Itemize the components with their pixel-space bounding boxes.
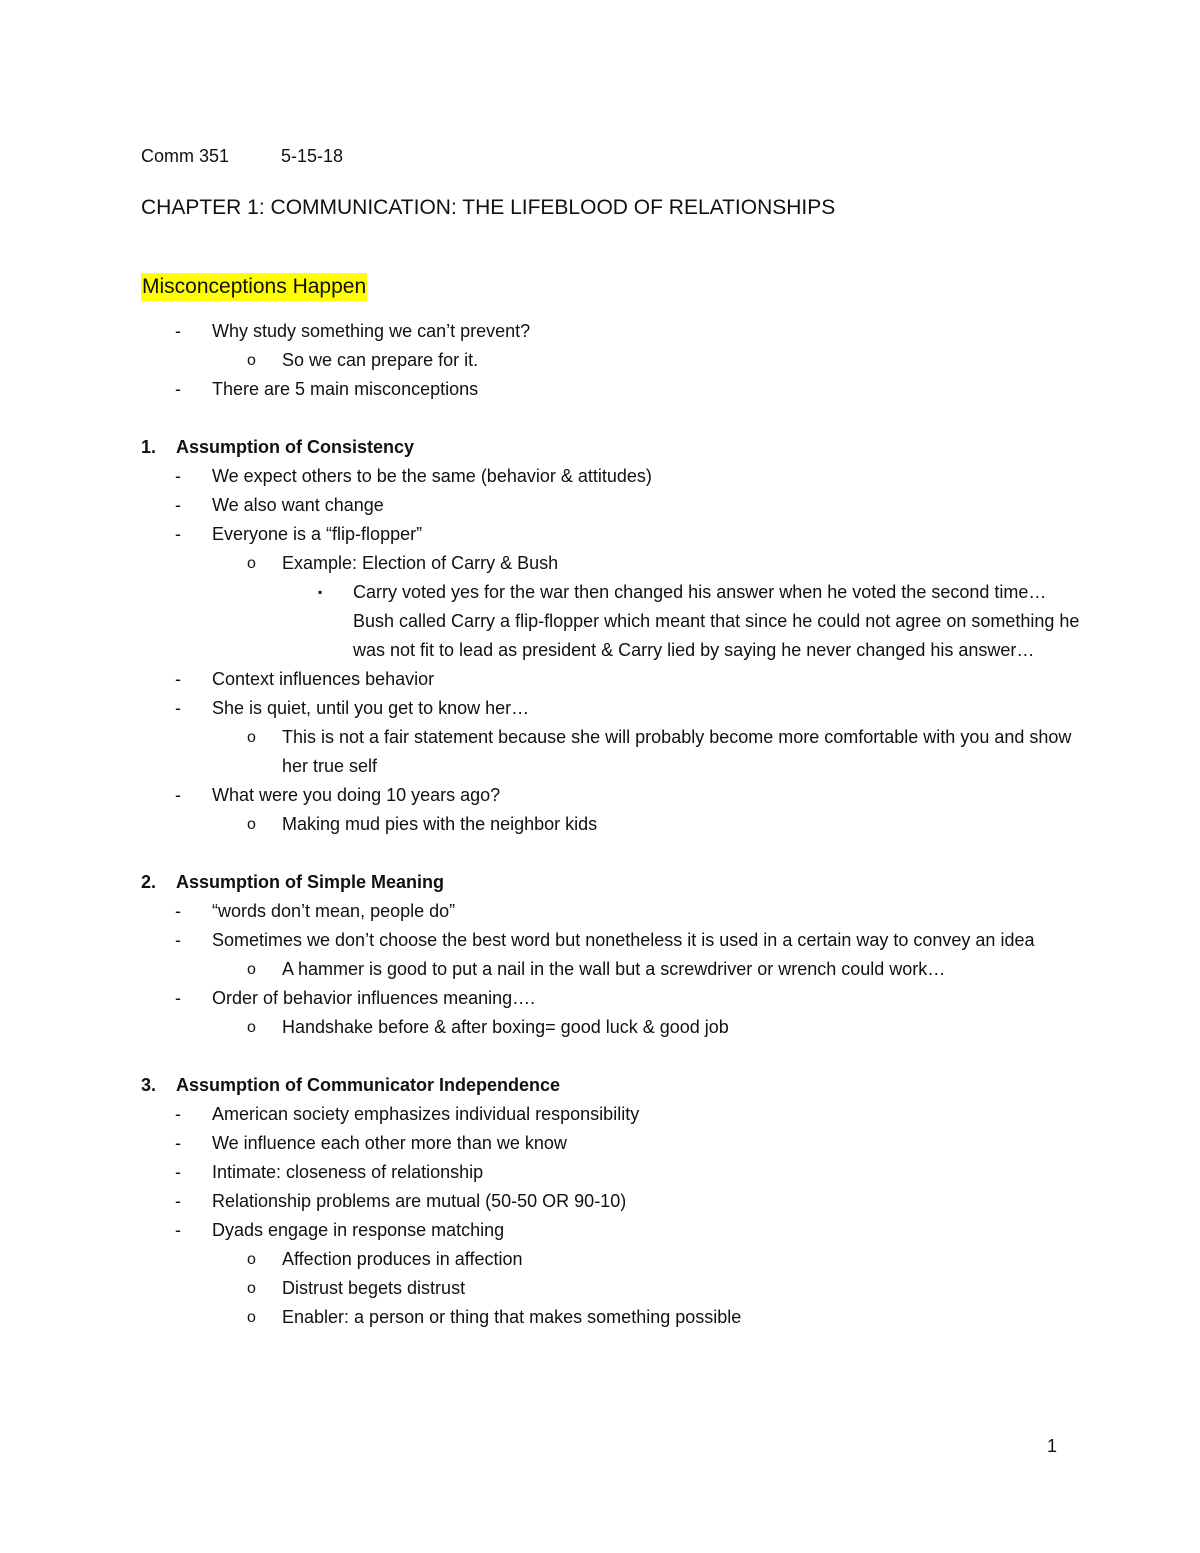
- bullet-item-level-1: [141, 317, 1080, 346]
- section-number: 1.: [141, 437, 157, 457]
- doc-header: [141, 144, 1080, 168]
- section-spacer: [141, 1042, 1080, 1071]
- bullet-text: Relationship problems are mutual (50-50 OR 90-10): [212, 1191, 627, 1211]
- bullet-text: Order of behavior influences meaning….: [212, 988, 536, 1008]
- dash-bullet-icon: -: [175, 321, 181, 341]
- intro-bullet-list: [141, 317, 1080, 404]
- bullet-text: American society emphasizes individual responsibility: [212, 1104, 640, 1124]
- bullet-item-level-1: [141, 926, 1080, 955]
- bullet-text: Why study something we can’t prevent?: [212, 321, 531, 341]
- section-bullet-list: [141, 1100, 1080, 1332]
- dash-bullet-icon: -: [175, 1220, 181, 1240]
- bullet-item-level-2: [141, 346, 1080, 375]
- section-title: [141, 433, 1080, 462]
- section-heading-row: [141, 273, 1080, 305]
- page-number: 1: [1047, 1436, 1058, 1456]
- bullet-text: Intimate: closeness of relationship: [212, 1162, 484, 1182]
- circle-bullet-icon: o: [247, 1019, 256, 1036]
- section-bullet-list: [141, 462, 1080, 839]
- bullet-item-level-1: [141, 665, 1080, 694]
- bullet-text: Example: Election of Carry & Bush: [282, 553, 559, 573]
- section-title: [141, 1071, 1080, 1100]
- bullet-item-level-1: [141, 1216, 1080, 1245]
- bullet-item-level-2: [141, 1245, 1080, 1274]
- circle-bullet-icon: o: [247, 961, 256, 978]
- bullet-item-level-1: [141, 781, 1080, 810]
- bullet-item-level-1: [141, 1129, 1080, 1158]
- bullet-item-level-2: [141, 1303, 1080, 1332]
- section-title-text: Assumption of Communicator Independence: [176, 1075, 561, 1095]
- bullet-item-level-1: [141, 1100, 1080, 1129]
- course-code: Comm 351: [141, 146, 230, 166]
- square-bullet-icon: ▪: [318, 585, 323, 599]
- bullet-text: Making mud pies with the neighbor kids: [282, 814, 598, 834]
- dash-bullet-icon: -: [175, 1162, 181, 1182]
- bullet-item-level-2: [141, 723, 1080, 781]
- dash-bullet-icon: -: [175, 1191, 181, 1211]
- bullet-item-level-1: [141, 1158, 1080, 1187]
- dash-bullet-icon: -: [175, 1133, 181, 1153]
- bullet-text: “words don’t mean, people do”: [212, 901, 456, 921]
- circle-bullet-icon: o: [247, 729, 256, 746]
- lecture-date: 5-15-18: [281, 146, 344, 166]
- bullet-item-level-2: [141, 1013, 1080, 1042]
- bullet-text: Affection produces in affection: [282, 1249, 523, 1269]
- dash-bullet-icon: -: [175, 524, 181, 544]
- bullet-text: Sometimes we don’t choose the best word but nonetheless it is used in a certain way to convey an idea: [212, 930, 1035, 950]
- bullet-text: Enabler: a person or thing that makes something possible: [282, 1307, 742, 1327]
- bullet-item-level-3: [141, 578, 1080, 665]
- circle-bullet-icon: o: [247, 352, 256, 369]
- bullet-item-level-1: [141, 694, 1080, 723]
- bullet-text: There are 5 main misconceptions: [212, 379, 479, 399]
- bullet-item-level-1: [141, 897, 1080, 926]
- bullet-text: Everyone is a “flip-flopper”: [212, 524, 423, 544]
- bullet-text: We also want change: [212, 495, 384, 515]
- bullet-text: We influence each other more than we know: [212, 1133, 567, 1153]
- bullet-text: A hammer is good to put a nail in the wall but a screwdriver or wrench could work…: [282, 959, 946, 979]
- bullet-item-level-1: [141, 520, 1080, 549]
- bullet-item-level-1: [141, 984, 1080, 1013]
- dash-bullet-icon: -: [175, 466, 181, 486]
- section-spacer: [141, 839, 1080, 868]
- bullet-text: She is quiet, until you get to know her…: [212, 698, 530, 718]
- bullet-item-level-2: [141, 955, 1080, 984]
- dash-bullet-icon: -: [175, 1104, 181, 1124]
- bullet-item-level-1: [141, 462, 1080, 491]
- bullet-text: Dyads engage in response matching: [212, 1220, 505, 1240]
- section-spacer: [141, 404, 1080, 433]
- bullet-text: Handshake before & after boxing= good luck & good job: [282, 1017, 729, 1037]
- section-title-text: Assumption of Simple Meaning: [176, 872, 445, 892]
- dash-bullet-icon: -: [175, 930, 181, 950]
- dash-bullet-icon: -: [175, 698, 181, 718]
- bullet-item-level-2: [141, 1274, 1080, 1303]
- dash-bullet-icon: -: [175, 379, 181, 399]
- bullet-text: Context influences behavior: [212, 669, 435, 689]
- bullet-item-level-2: [141, 549, 1080, 578]
- dash-bullet-icon: -: [175, 495, 181, 515]
- bullet-text: We expect others to be the same (behavior & attitudes): [212, 466, 652, 486]
- section-bullet-list: [141, 897, 1080, 1042]
- highlighted-section-heading: Misconceptions Happen: [141, 273, 367, 301]
- dash-bullet-icon: -: [175, 988, 181, 1008]
- circle-bullet-icon: o: [247, 1251, 256, 1268]
- circle-bullet-icon: o: [247, 816, 256, 833]
- dash-bullet-icon: -: [175, 785, 181, 805]
- chapter-title: CHAPTER 1: COMMUNICATION: THE LIFEBLOOD OF RELATIONSHIPS: [141, 196, 836, 219]
- bullet-item-level-1: [141, 491, 1080, 520]
- circle-bullet-icon: o: [247, 555, 256, 572]
- bullet-item-level-2: [141, 810, 1080, 839]
- circle-bullet-icon: o: [247, 1280, 256, 1297]
- section-number: 3.: [141, 1075, 157, 1095]
- bullet-text: So we can prepare for it.: [282, 350, 479, 370]
- dash-bullet-icon: -: [175, 669, 181, 689]
- dash-bullet-icon: -: [175, 901, 181, 921]
- section-title-text: Assumption of Consistency: [176, 437, 415, 457]
- misconception-sections: [141, 404, 1080, 1332]
- circle-bullet-icon: o: [247, 1309, 256, 1326]
- bullet-text: Distrust begets distrust: [282, 1278, 466, 1298]
- section-number: 2.: [141, 872, 157, 892]
- bullet-item-level-1: [141, 1187, 1080, 1216]
- section-title: [141, 868, 1080, 897]
- bullet-item-level-1: [141, 375, 1080, 404]
- bullet-text: Carry voted yes for the war then changed his answer when he voted the second time…Bush called Carry a flip-flopper which meant that since he could not agree on something he was not fit to lead as president & Carry lied by saying he never changed his answer…: [353, 582, 1080, 660]
- bullet-text: This is not a fair statement because she will probably become more comfortable with you and show her true self: [282, 727, 1072, 776]
- bullet-text: What were you doing 10 years ago?: [212, 785, 501, 805]
